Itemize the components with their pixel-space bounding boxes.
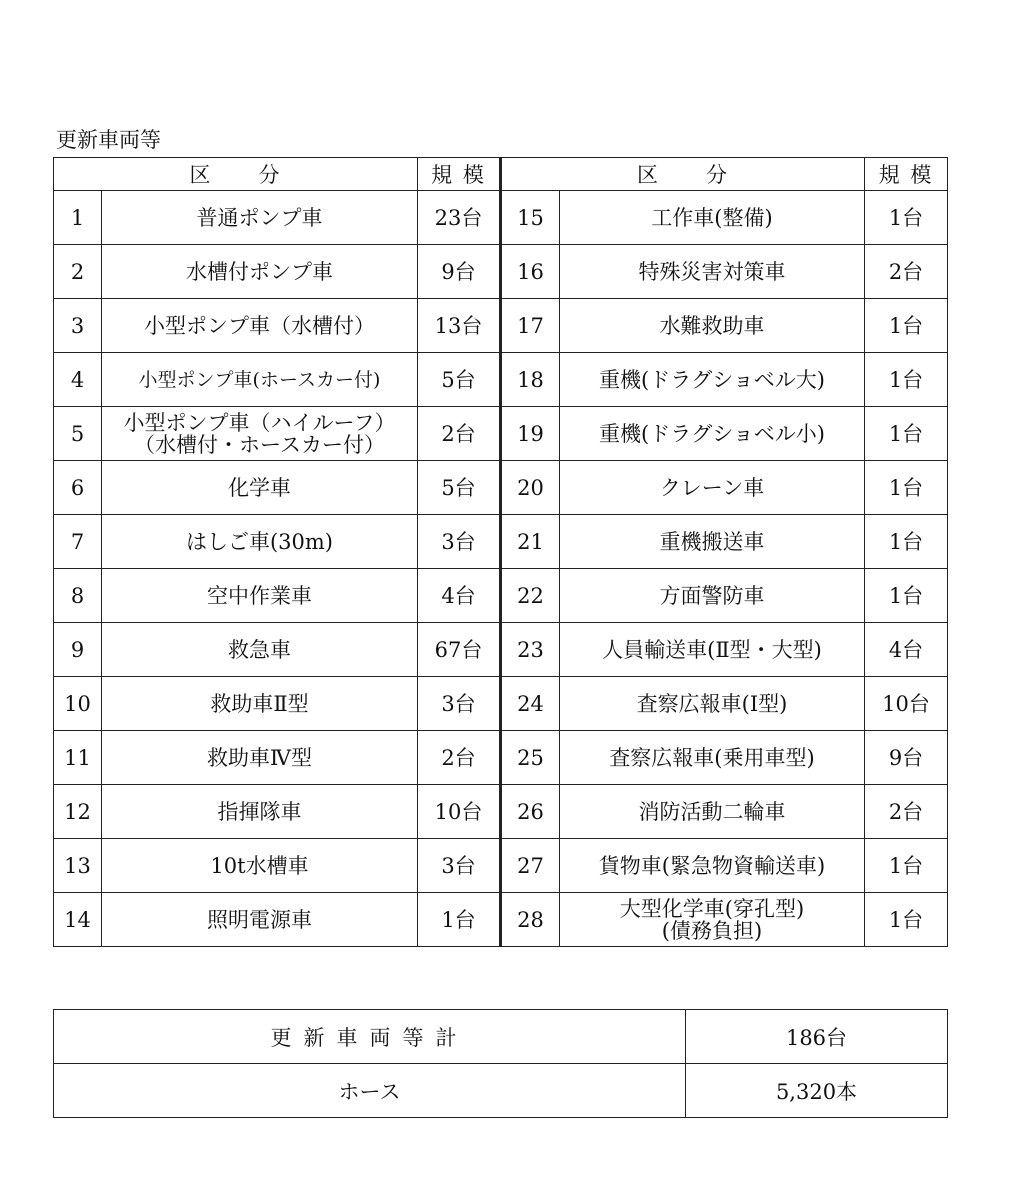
vehicle-count: 2台	[418, 407, 501, 461]
row-number: 11	[54, 731, 102, 785]
row-number: 22	[501, 569, 560, 623]
vehicle-name: 救急車	[102, 623, 418, 677]
vehicle-name: 査察広報車(乗用車型)	[560, 731, 865, 785]
vehicle-name: 照明電源車	[102, 893, 418, 947]
vehicle-count: 1台	[418, 893, 501, 947]
row-number: 25	[501, 731, 560, 785]
row-number: 23	[501, 623, 560, 677]
vehicle-count: 2台	[865, 785, 948, 839]
table-row	[54, 623, 948, 677]
summary-row-total	[54, 1010, 948, 1064]
header-category-left: 区 分	[54, 158, 418, 191]
header-scale-right: 規 模	[865, 158, 948, 191]
table-row	[54, 353, 948, 407]
row-number: 10	[54, 677, 102, 731]
row-number: 13	[54, 839, 102, 893]
vehicle-name: 空中作業車	[102, 569, 418, 623]
vehicle-count: 2台	[865, 245, 948, 299]
vehicle-count: 1台	[865, 299, 948, 353]
row-number: 18	[501, 353, 560, 407]
vehicle-count: 3台	[418, 839, 501, 893]
row-number: 16	[501, 245, 560, 299]
vehicle-count: 67台	[418, 623, 501, 677]
header-scale-left: 規 模	[418, 158, 501, 191]
vehicle-name: 貨物車(緊急物資輸送車)	[560, 839, 865, 893]
vehicle-name: 水難救助車	[560, 299, 865, 353]
vehicle-name: 大型化学車(穿孔型) (債務負担)	[560, 893, 865, 947]
vehicle-table	[53, 157, 948, 947]
table-row	[54, 299, 948, 353]
row-number: 1	[54, 191, 102, 245]
vehicle-name: 小型ポンプ車（ハイルーフ） （水槽付・ホースカー付）	[102, 407, 418, 461]
row-number: 17	[501, 299, 560, 353]
vehicle-name: 10t水槽車	[102, 839, 418, 893]
row-number: 24	[501, 677, 560, 731]
vehicle-name: 化学車	[102, 461, 418, 515]
table-row	[54, 407, 948, 461]
vehicle-name: 普通ポンプ車	[102, 191, 418, 245]
vehicle-count: 23台	[418, 191, 501, 245]
vehicle-name: 救助車Ⅱ型	[102, 677, 418, 731]
table-row	[54, 677, 948, 731]
table-row	[54, 515, 948, 569]
vehicle-count: 9台	[865, 731, 948, 785]
row-number: 28	[501, 893, 560, 947]
vehicle-count: 1台	[865, 839, 948, 893]
table-row	[54, 785, 948, 839]
vehicle-count: 3台	[418, 677, 501, 731]
row-number: 2	[54, 245, 102, 299]
total-label: 更新車両等計	[54, 1010, 686, 1064]
row-number: 27	[501, 839, 560, 893]
table-row	[54, 731, 948, 785]
vehicle-name: 小型ポンプ車(ホースカー付)	[102, 353, 418, 407]
row-number: 9	[54, 623, 102, 677]
table-row	[54, 461, 948, 515]
vehicle-count: 1台	[865, 461, 948, 515]
vehicle-count: 1台	[865, 353, 948, 407]
vehicle-count: 9台	[418, 245, 501, 299]
row-number: 15	[501, 191, 560, 245]
total-value: 186台	[686, 1010, 948, 1064]
vehicle-count: 1台	[865, 407, 948, 461]
vehicle-count: 4台	[865, 623, 948, 677]
row-number: 5	[54, 407, 102, 461]
table-row	[54, 191, 948, 245]
table-caption: 更新車両等	[56, 128, 161, 152]
table-row	[54, 893, 948, 947]
table-header-row	[54, 158, 948, 191]
vehicle-name: 小型ポンプ車（水槽付）	[102, 299, 418, 353]
vehicle-count: 4台	[418, 569, 501, 623]
vehicle-count: 1台	[865, 191, 948, 245]
row-number: 19	[501, 407, 560, 461]
vehicle-count: 1台	[865, 893, 948, 947]
row-number: 7	[54, 515, 102, 569]
table-row	[54, 245, 948, 299]
vehicle-name: 水槽付ポンプ車	[102, 245, 418, 299]
vehicle-name: 方面警防車	[560, 569, 865, 623]
vehicle-name: 重機搬送車	[560, 515, 865, 569]
row-number: 26	[501, 785, 560, 839]
vehicle-name: 消防活動二輪車	[560, 785, 865, 839]
vehicle-name: クレーン車	[560, 461, 865, 515]
vehicle-count: 13台	[418, 299, 501, 353]
vehicle-count: 10台	[865, 677, 948, 731]
row-number: 20	[501, 461, 560, 515]
vehicle-name: はしご車(30m)	[102, 515, 418, 569]
vehicle-name: 救助車Ⅳ型	[102, 731, 418, 785]
vehicle-name: 重機(ドラグショベル小)	[560, 407, 865, 461]
vehicle-name: 特殊災害対策車	[560, 245, 865, 299]
vehicle-name: 指揮隊車	[102, 785, 418, 839]
table-row	[54, 839, 948, 893]
vehicle-count: 5台	[418, 461, 501, 515]
vehicle-count: 3台	[418, 515, 501, 569]
vehicle-count: 1台	[865, 569, 948, 623]
vehicle-name: 人員輸送車(Ⅱ型・大型)	[560, 623, 865, 677]
row-number: 14	[54, 893, 102, 947]
vehicle-name: 重機(ドラグショベル大)	[560, 353, 865, 407]
vehicle-name: 工作車(整備)	[560, 191, 865, 245]
vehicle-name: 査察広報車(Ⅰ型)	[560, 677, 865, 731]
summary-table	[53, 1009, 948, 1118]
header-category-right: 区 分	[501, 158, 865, 191]
vehicle-count: 10台	[418, 785, 501, 839]
table-row	[54, 569, 948, 623]
row-number: 8	[54, 569, 102, 623]
hose-value: 5,320本	[686, 1064, 948, 1118]
summary-row-hose	[54, 1064, 948, 1118]
row-number: 21	[501, 515, 560, 569]
row-number: 12	[54, 785, 102, 839]
row-number: 4	[54, 353, 102, 407]
row-number: 6	[54, 461, 102, 515]
vehicle-count: 1台	[865, 515, 948, 569]
vehicle-count: 2台	[418, 731, 501, 785]
hose-label: ホース	[54, 1064, 686, 1118]
vehicle-count: 5台	[418, 353, 501, 407]
row-number: 3	[54, 299, 102, 353]
